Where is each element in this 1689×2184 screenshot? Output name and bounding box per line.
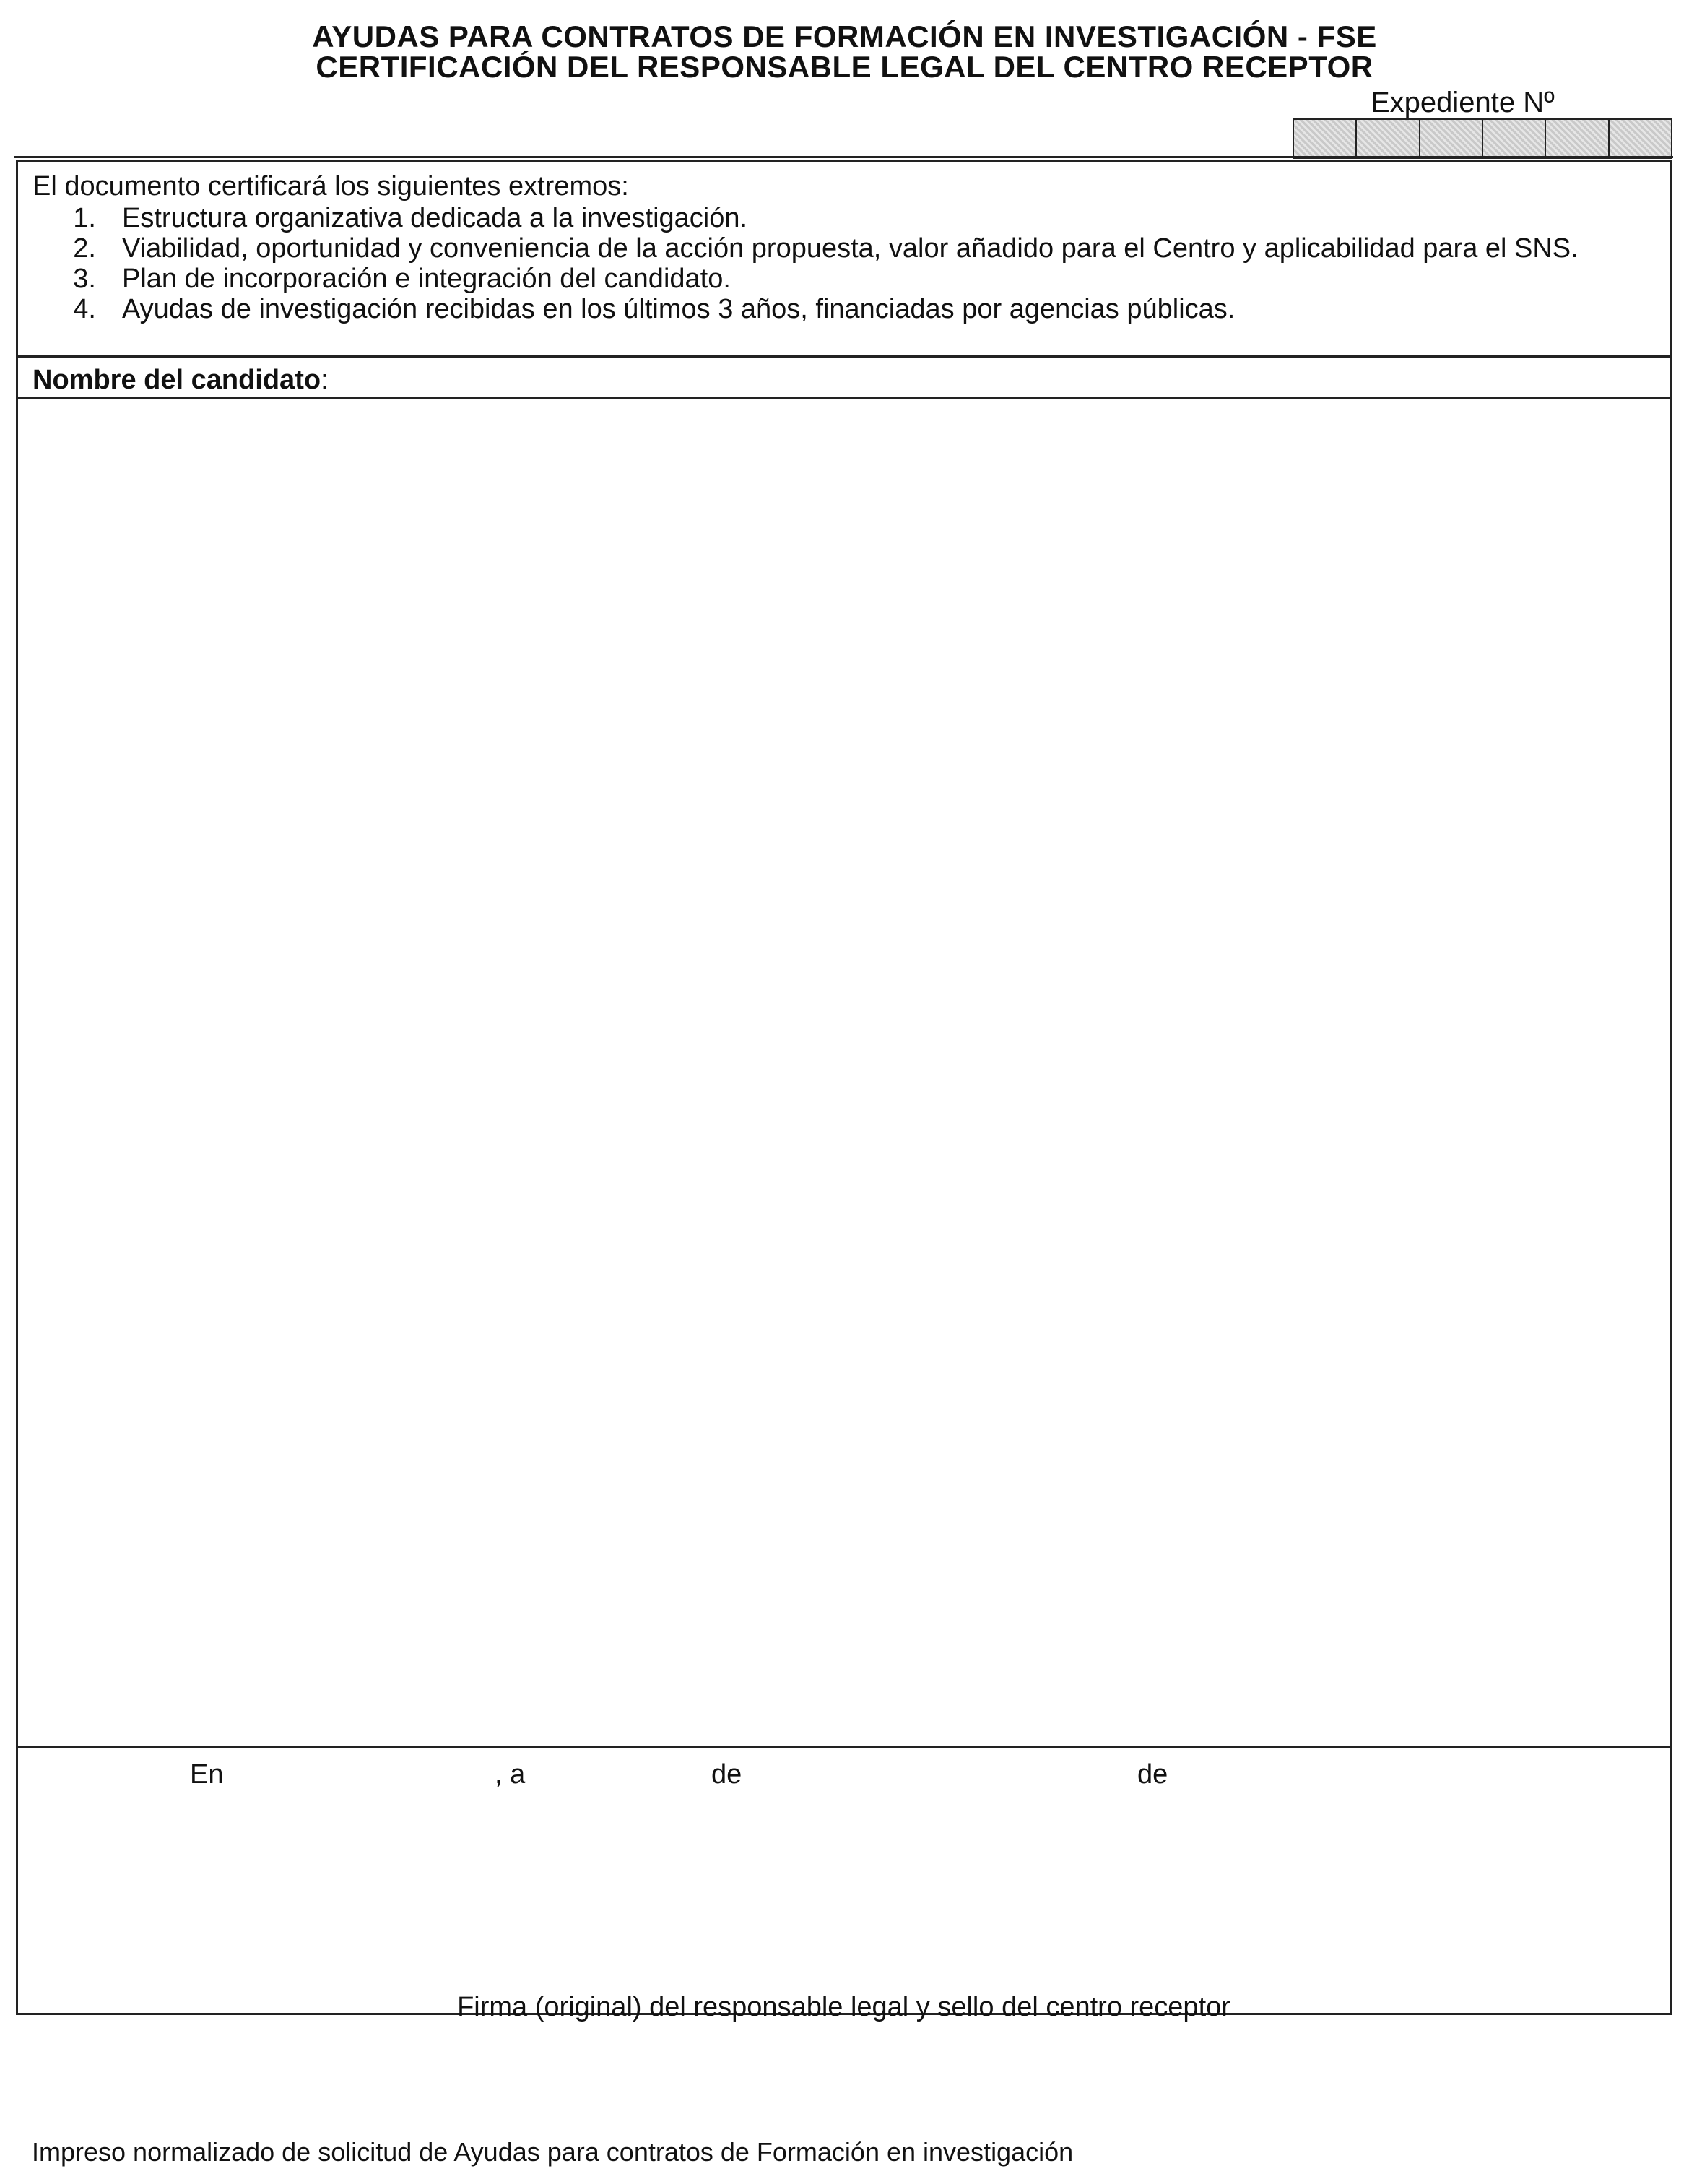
place-label: En (190, 1759, 224, 1790)
day-label: , a (495, 1759, 526, 1790)
month-label: de (711, 1759, 742, 1790)
top-rule (14, 156, 1673, 158)
expediente-number-field[interactable] (1293, 118, 1672, 159)
list-item-number: 3. (73, 264, 96, 294)
candidate-name-colon: : (321, 365, 329, 395)
certification-text-area[interactable] (18, 401, 1670, 1899)
signature-section (18, 1746, 1670, 2022)
candidate-name-row[interactable] (18, 360, 1670, 399)
expediente-digit-box[interactable] (1294, 120, 1357, 157)
expediente-digit-box[interactable] (1483, 120, 1546, 157)
list-item-number: 2. (73, 233, 96, 264)
instructions-section (18, 162, 1670, 358)
year-label: de (1137, 1759, 1168, 1790)
list-item-number: 4. (73, 294, 96, 324)
list-item (32, 233, 1655, 264)
list-item-text: Estructura organizativa dedicada a la investigación. (122, 203, 748, 233)
expediente-digit-box[interactable] (1610, 120, 1671, 157)
footer-note: Impreso normalizado de solicitud de Ayudas para contratos de Formación en investigación (32, 2137, 1074, 2167)
certification-form (16, 160, 1672, 2022)
signature-caption: Firma (original) del responsable legal y sello del centro receptor (457, 1992, 1230, 2022)
expediente-label: Expediente Nº (1371, 87, 1555, 118)
list-item-text: Ayudas de investigación recibidas en los últimos 3 años, financiadas por agencias públicas. (122, 294, 1236, 324)
form-subtitle: CERTIFICACIÓN DEL RESPONSABLE LEGAL DEL CENTRO RECEPTOR (316, 50, 1373, 84)
list-item (32, 264, 1655, 294)
list-item (32, 294, 1655, 324)
instructions-heading: El documento certificará los siguientes extremos: (32, 171, 629, 202)
list-item (32, 203, 1655, 233)
list-item-number: 1. (73, 203, 96, 233)
expediente-digit-box[interactable] (1357, 120, 1420, 157)
candidate-name-label: Nombre del candidato (32, 365, 321, 395)
list-item-text: Plan de incorporación e integración del candidato. (122, 264, 731, 294)
instructions-list (32, 203, 1655, 324)
form-title: AYUDAS PARA CONTRATOS DE FORMACIÓN EN INVESTIGACIÓN - FSE (312, 20, 1377, 53)
expediente-digit-box[interactable] (1546, 120, 1609, 157)
expediente-digit-box[interactable] (1420, 120, 1483, 157)
list-item-text: Viabilidad, oportunidad y conveniencia de la acción propuesta, valor añadido para el Centro y aplicabilidad para el SNS. (122, 233, 1579, 264)
